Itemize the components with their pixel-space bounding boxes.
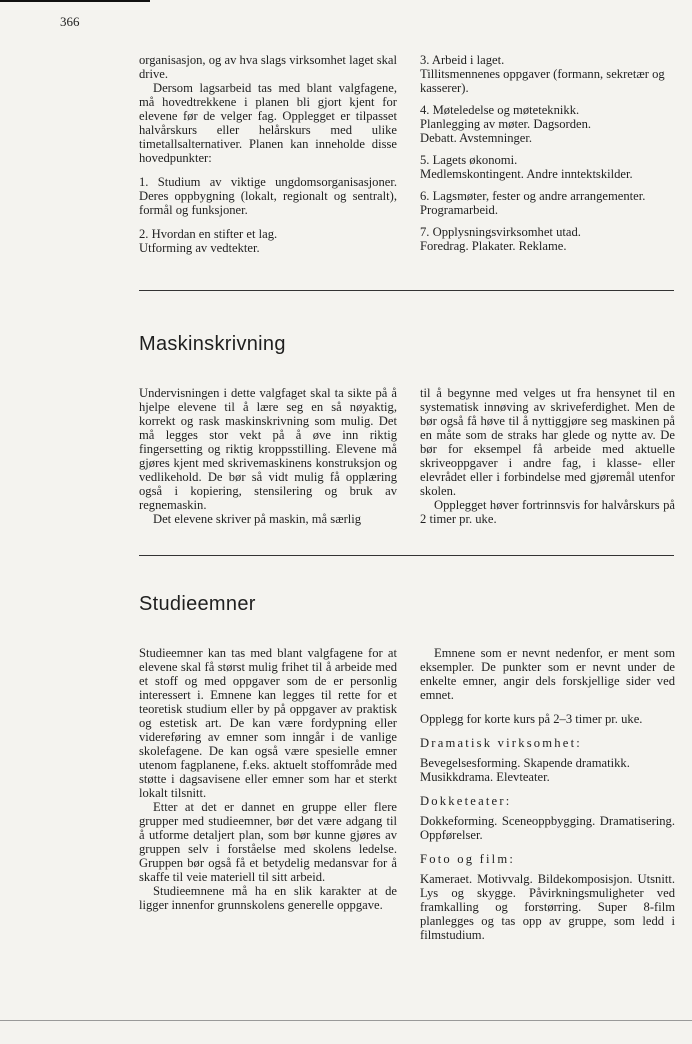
list-item: 4. Møteledelse og møteteknikk. — [420, 103, 580, 117]
section-heading-studieemner: Studieemner — [139, 593, 256, 615]
list-item-detail: Foredrag. Plakater. Reklame. — [420, 239, 567, 253]
paragraph: til å begynne med velges ut fra hensynet til en systematisk innøving av skriveferdighet. Men de bør også få høve til å nyttiggjøre seg maskinen på en måte som de straks har glede og nytte av. De bør for eksempel få arbeide med aktuelle skriveoppgaver i andre fag, i klasse- eller elevrådet eller i forbindelse med gjøremål utenfor skolen. — [420, 386, 675, 498]
list-item-detail: Utforming av vedtekter. — [139, 241, 260, 255]
maskinskrivning-right-column — [420, 386, 675, 526]
paragraph: Studieemner kan tas med blant valgfagene for at elevene skal få størst mulig frihet til å arbeide med et stoff og med oppgaver som de er personlig interessert i. Emnene kan legges til rette for et teoretisk studium eller by på oppgaver av praktisk og estetisk art. De kan være fordypning eller videreføring av emner som inngår i de vanlige skolefagene. De kan også være spesielle emner utenom fagplanene, f.eks. aktuelt stoffområde med støtte i dagsavisene eller emner som har et sterkt lokalt tilsnitt. — [139, 646, 397, 800]
subsection-label: Foto og film: — [420, 852, 516, 866]
paragraph: organisasjon, og av hva slags virksomhet laget skal drive. — [139, 53, 397, 81]
paragraph: Etter at det er dannet en gruppe eller flere grupper med studieemner, bør det være adgang til å utforme detaljert plan, som bør kunne gjøres av gruppen selv i forståelse med skolens ledelse. Gruppen bør også få et betydelig medansvar for å skaffe til veie materiell til sitt arbeid. — [139, 800, 397, 884]
list-item-detail: Programarbeid. — [420, 203, 498, 217]
paragraph: Det elevene skriver på maskin, må særlig — [153, 512, 362, 526]
subsection-text: Bevegelsesforming. Skapende dramatikk. Musikkdrama. Elevteater. — [420, 756, 630, 784]
top-left-column — [139, 53, 397, 255]
top-right-column — [420, 53, 675, 253]
list-item: 7. Opplysningsvirksomhet utad. — [420, 225, 581, 239]
subsection-text: Dokkeforming. Sceneoppbygging. Dramatisering. Oppførelser. — [420, 814, 675, 842]
paragraph: Undervisningen i dette valgfaget skal ta sikte på å hjelpe elevene til å lære seg en så nøyaktig, korrekt og rask maskinskrivning som mulig. Det må legges stor vekt på å øve inn riktig fingersetting og riktig kroppsstilling. Elevene må gjøres kjent med skrivemaskinens konstruksjon og vedlikehold. De bør så vidt mulig få opplæring også i kopiering, stensilering og bruk av regnemaskin. — [139, 386, 397, 512]
list-item: 3. Arbeid i laget. — [420, 53, 505, 67]
list-item: 2. Hvordan en stifter et lag. — [139, 227, 278, 241]
list-item-detail: Planlegging av møter. Dagsorden. — [420, 117, 592, 131]
list-item-detail: Medlemskontingent. Andre inntektskilder. — [420, 167, 633, 181]
studieemner-left-column — [139, 646, 397, 912]
subsection-label: Dokketeater: — [420, 794, 512, 808]
section-divider — [139, 290, 674, 291]
top-edge-line — [0, 0, 150, 2]
page-number: 366 — [60, 14, 80, 29]
maskinskrivning-left-column — [139, 386, 397, 526]
paragraph: Opplegget høver fortrinnsvis for halvårskurs på 2 timer pr. uke. — [420, 498, 675, 526]
list-item: 1. Studium av viktige ungdomsorganisasjoner. Deres oppbygning (lokalt, regionalt og sentralt), formål og funksjoner. — [139, 175, 397, 217]
paragraph: Emnene som er nevnt nedenfor, er ment som eksempler. De punkter som er nevnt under de enkelte emner, angir dels forskjellige sider ved emnet. — [420, 646, 675, 702]
subsection-label: Dramatisk virksomhet: — [420, 736, 582, 750]
paragraph: Opplegg for korte kurs på 2–3 timer pr. uke. — [420, 712, 643, 726]
paragraph: Dersom lagsarbeid tas med blant valgfagene, må hovedtrekkene i planen bli gjort kjent for elevene før de velger fag. Opplegget er tilpasset halvårskurs eller helårskurs med ulike timetallsalternativer. Planen kan inneholde disse hovedpunkter: — [139, 81, 397, 165]
list-item: 6. Lagsmøter, fester og andre arrangementer. — [420, 189, 646, 203]
studieemner-right-column — [420, 646, 675, 942]
bottom-edge-line — [0, 1020, 692, 1021]
section-divider — [139, 555, 674, 556]
list-item: 5. Lagets økonomi. — [420, 153, 518, 167]
subsection-text: Kameraet. Motivvalg. Bildekomposisjon. Utsnitt. Lys og skygge. Påvirkningsmuligheter ved framkalling og forstørring. Super 8-film planlegges og tas opp av gruppe, som ledd i filmstudium. — [420, 872, 675, 942]
list-item-detail: Tillitsmennenes oppgaver (formann, sekretær og kasserer). — [420, 67, 665, 95]
list-item-detail: Debatt. Avstemninger. — [420, 131, 533, 145]
section-heading-maskinskrivning: Maskinskrivning — [139, 333, 286, 355]
paragraph: Studieemnene må ha en slik karakter at de ligger innenfor grunnskolens generelle oppgave. — [139, 884, 397, 912]
